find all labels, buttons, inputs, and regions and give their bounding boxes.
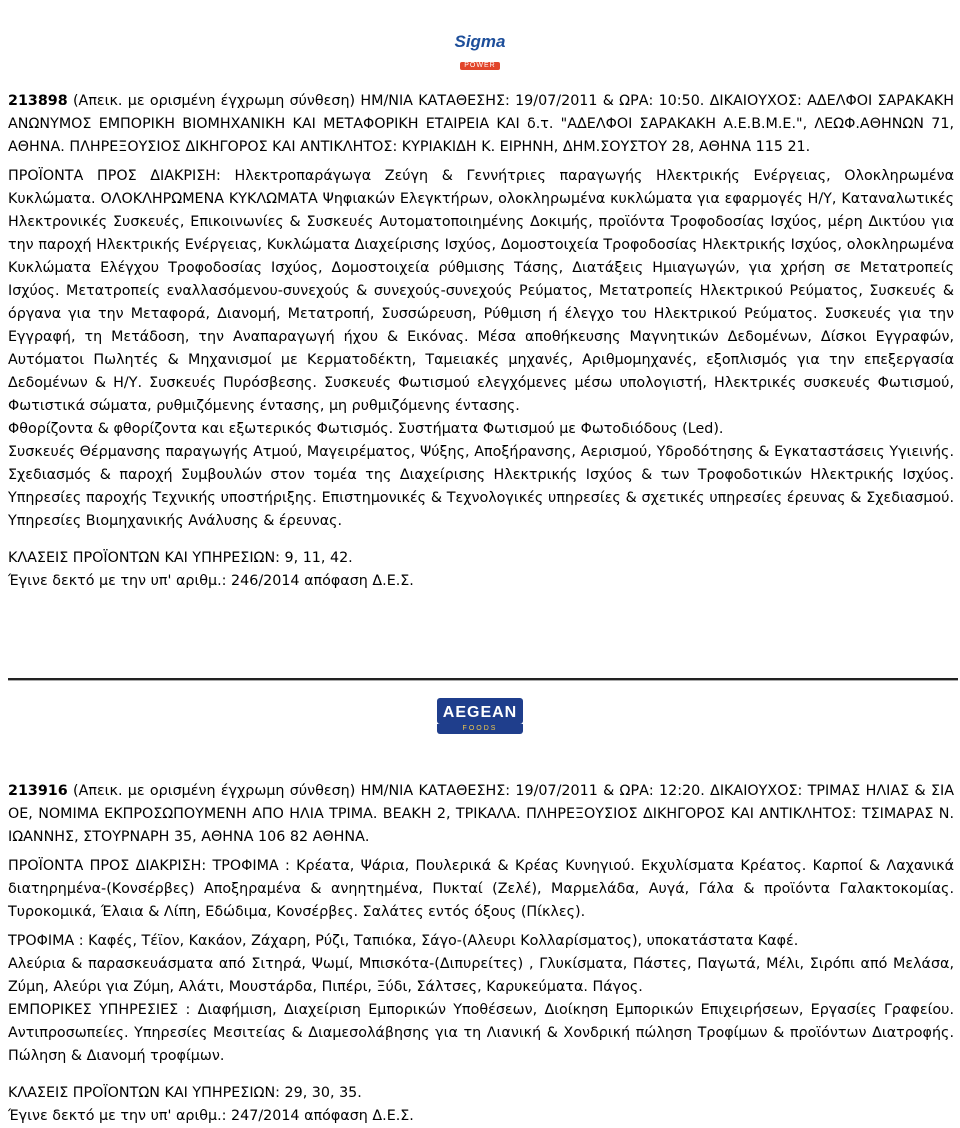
acceptance-line: Έγινε δεκτό με την υπ' αριθμ.: 246/2014 απόφαση Δ.Ε.Σ.	[8, 573, 414, 589]
products-paragraph: Αλεύρια & παρασκευάσματα από Σιτηρά, Ψωμί, Μπισκότα-(Διπυρείτες) , Γλυκίσματα, Πάστες, Παγωτά, Μέλι, Σιρόπι από Μελάσα, Ζύμη, Αλεύρι για Ζύμη, Αλάτι, Μουστάρδα, Πιπέρι, Ξύδι, Σάλτσες, Καρυκεύματα. Πάγος.	[8, 956, 954, 995]
classes-line: ΚΛΑΣΕΙΣ ΠΡΟΪΟΝΤΩΝ ΚΑΙ ΥΠΗΡΕΣΙΩΝ: 9, 11, 42.	[8, 550, 353, 566]
entry-header	[8, 780, 954, 849]
application-number: 213898	[8, 93, 68, 109]
acceptance-line: Έγινε δεκτό με την υπ' αριθμ.: 247/2014 απόφαση Δ.Ε.Σ.	[8, 1108, 414, 1124]
logo-subtext: POWER	[460, 62, 499, 70]
products-paragraph: ΠΡΟΪΟΝΤΑ ΠΡΟΣ ΔΙΑΚΡΙΣΗ: Ηλεκτροπαράγωγα Ζεύγη & Γεννήτριες παραγωγής Ηλεκτρικής Ενέργειας, Ολοκληρωμένα Κυκλώματα. ΟΛΟΚΛΗΡΩΜΕΝΑ ΚΥΚΛΩΜΑΤΑ Ψηφιακών Ελεγκτήρων, ολοκληρωμένα κυκλώματα για εφαρμογές Η/Υ, Καταναλωτικές Ηλεκτρονικές Συσκευές, Επικοινωνίες & Συσκευές Αυτοματοποιημένης Δοκιμής, προϊόντα Τροφοδοσίας Ισχύος, μέρη Δικτύου για την παροχή Ηλεκτρικής Ενέργειας, Κυκλώματα Διαχείρισης Ισχύος, Δομοστοιχεία Τροφοδοσίας Ηλεκτρικής Ισχύος, ολοκληρωμένα Κυκλώματα Ελέγχου Τροφοδοσίας Ισχύος, Δομοστοιχεία ρύθμισης Τάσης, Διατάξεις Ημιαγωγών, για χρήση σε Μετατροπείς Ισχύος. Μετατροπείς εναλλασόμενου-συνεχούς & συνεχούς-συνεχούς Ρεύματος, Μετατροπείς Ηλεκτρικού Ρεύματος, Συσκευές & όργανα για την Μεταφορά, Διανομή, Μετατροπή, Συσσώρευση, Ρύθμιση ή έλεγχο του Ηλεκτρικού Ρεύματος. Συσκευές για την Εγγραφή, τη Μετάδοση, την Αναπαραγωγή ήχου & Εικόνας. Μέσα αποθήκευσης Μαγνητικών Δεδομένων, Δίσκοι Εγγραφών, Αυτόματοι Πωλητές & Μηχανισμοί με Κερματοδέκτη, Ταμειακές μηχανές, Αριθμομηχανές, εξοπλισμός για την επεξεργασία Δεδομένων & Η/Υ. Συσκευές Πυρόσβεσης. Συσκευές Φωτισμού ελεγχόμενες μέσω υπολογιστή, Ηλεκτρικές συσκευές Φωτισμού, Φωτιστικά σώματα, ρυθμιζόμενης έντασης, μη ρυθμιζόμενης έντασης.	[8, 168, 954, 414]
logo-text: AEGEAN	[437, 698, 523, 724]
filing-details: (Απεικ. με ορισμένη έγχρωμη σύνθεση) ΗΜ/ΝΙΑ ΚΑΤΑΘΕΣΗΣ: 19/07/2011 & ΩΡΑ: 10:50. ΔΙΚΑΙΟΥΧΟΣ: ΑΔΕΛΦΟΙ ΣΑΡΑΚΑΚΗ ΑΝΩΝΥΜΟΣ ΕΜΠΟΡΙΚΗ ΒΙΟΜΗΧΑΝΙΚΗ ΚΑΙ ΜΕΤΑΦΟΡΙΚΗ ΕΤΑΙΡΕΙΑ ΚΑΙ δ.τ. "ΑΔΕΛΦΟΙ ΣΑΡΑΚΑΚΗ Α.Ε.Β.Μ.Ε.", ΛΕΩΦ.ΑΘΗΝΩΝ 71, ΑΘΗΝΑ. ΠΛΗΡΕΞΟΥΣΙΟΣ ΔΙΚΗΓΟΡΟΣ ΚΑΙ ΑΝΤΙΚΛΗΤΟΣ: ΚΥΡΙΑΚΙΔΗ Κ. ΕΙΡΗΝΗ, ΔΗΜ.ΣΟΥΣΤΟΥ 28, ΑΘΗΝΑ 115 21.	[8, 93, 954, 155]
logo-text: Sigma	[454, 32, 506, 51]
products-paragraph: ΤΡΟΦΙΜΑ : Καφές, Τέϊον, Κακάον, Ζάχαρη, Ρύζι, Ταπιόκα, Σάγο-(Αλευρι Κολλαρίσματος), υποκατάστατα Καφέ.	[8, 933, 799, 949]
filing-details: (Απεικ. με ορισμένη έγχρωμη σύνθεση) ΗΜ/ΝΙΑ ΚΑΤΑΘΕΣΗΣ: 19/07/2011 & ΩΡΑ: 12:20. ΔΙΚΑΙΟΥΧΟΣ: ΤΡΙΜΑΣ ΗΛΙΑΣ & ΣΙΑ ΟΕ, ΝΟΜΙΜΑ ΕΚΠΡΟΣΩΠΟΥΜΕΝΗ ΑΠΟ ΗΛΙΑ ΤΡΙΜΑ. ΒΕΑΚΗ 2, ΤΡΙΚΑΛΑ. ΠΛΗΡΕΞΟΥΣΙΟΣ ΔΙΚΗΓΟΡΟΣ ΚΑΙ ΑΝΤΙΚΛΗΤΟΣ: ΤΣΙΜΑΡΑΣ Ν. ΙΩΑΝΝΗΣ, ΣΤΟΥΡΝΑΡΗ 35, ΑΘΗΝΑ 106 82 ΑΘΗΝΑ.	[8, 783, 954, 845]
products-paragraph: ΠΡΟΪΟΝΤΑ ΠΡΟΣ ΔΙΑΚΡΙΣΗ: ΤΡΟΦΙΜΑ : Κρέατα, Ψάρια, Πουλερικά & Κρέας Κυνηγιού. Εκχυλίσματα Κρέατος. Καρποί & Λαχανικά διατηρημένα-(Κονσέρβες) Αποξηραμένα & ανηητημένα, Πυκταί (Ζελέ), Μαρμελάδα, Αυγά, Γάλα & προϊόντα Γαλακτοκομίας. Τυροκομικά, Έλαια & Λίπη, Εδώδιμα, Κονσέρβες. Σαλάτες εντός όξους (Πίκλες).	[8, 858, 954, 920]
trademark-entry-213916	[8, 780, 954, 1128]
sigma-power-logo	[444, 20, 516, 69]
logo-subtext: FOODS	[437, 724, 523, 734]
products-paragraph: ΕΜΠΟΡΙΚΕΣ ΥΠΗΡΕΣΙΕΣ : Διαφήμιση, Διαχείριση Εμπορικών Υποθέσεων, Διοίκηση Εμπορικών Επιχειρήσεων, Εργασίες Γραφείου. Αντιπροσωπείες. Υπηρεσίες Μεσιτείας & Διαμεσολάβησης για τη Λιανική & Χονδρική πώληση Τροφίμων & προϊόντων Διατροφής. Πώληση & Διανομή τροφίμων.	[8, 1002, 954, 1064]
products-paragraph: Συσκευές Θέρμανσης παραγωγής Ατμού, Μαγειρέματος, Ψύξης, Αποξήρανσης, Αερισμού, Υδροδότησης & Εγκαταστάσεις Υγιεινής. Σχεδιασμός & παροχή Συμβουλών στον τομέα της Διαχείρισης Ηλεκτρικής Ισχύος & των Τροφοδοτικών Ηλεκτρικής Ισχύος. Υπηρεσίες παροχής Τεχνικής υποστήριξης. Επιστημονικές & Τεχνολογικές υπηρεσίες & σχετικές υπηρεσίες έρευνας & Σχεδιασμού. Υπηρεσίες Βιομηχανικής Ανάλυσης & έρευνας.	[8, 444, 954, 529]
entry-header	[8, 90, 954, 159]
classes-line: ΚΛΑΣΕΙΣ ΠΡΟΪΟΝΤΩΝ ΚΑΙ ΥΠΗΡΕΣΙΩΝ: 29, 30, 35.	[8, 1085, 362, 1101]
application-number: 213916	[8, 783, 68, 799]
trademark-entry-213898	[8, 90, 954, 593]
entry-separator	[8, 678, 958, 681]
products-paragraph: Φθορίζοντα & φθορίζοντα και εξωτερικός Φωτισμός. Συστήματα Φωτισμού με Φωτοδιόδους (Led).	[8, 421, 724, 437]
aegean-foods-logo	[435, 698, 525, 750]
